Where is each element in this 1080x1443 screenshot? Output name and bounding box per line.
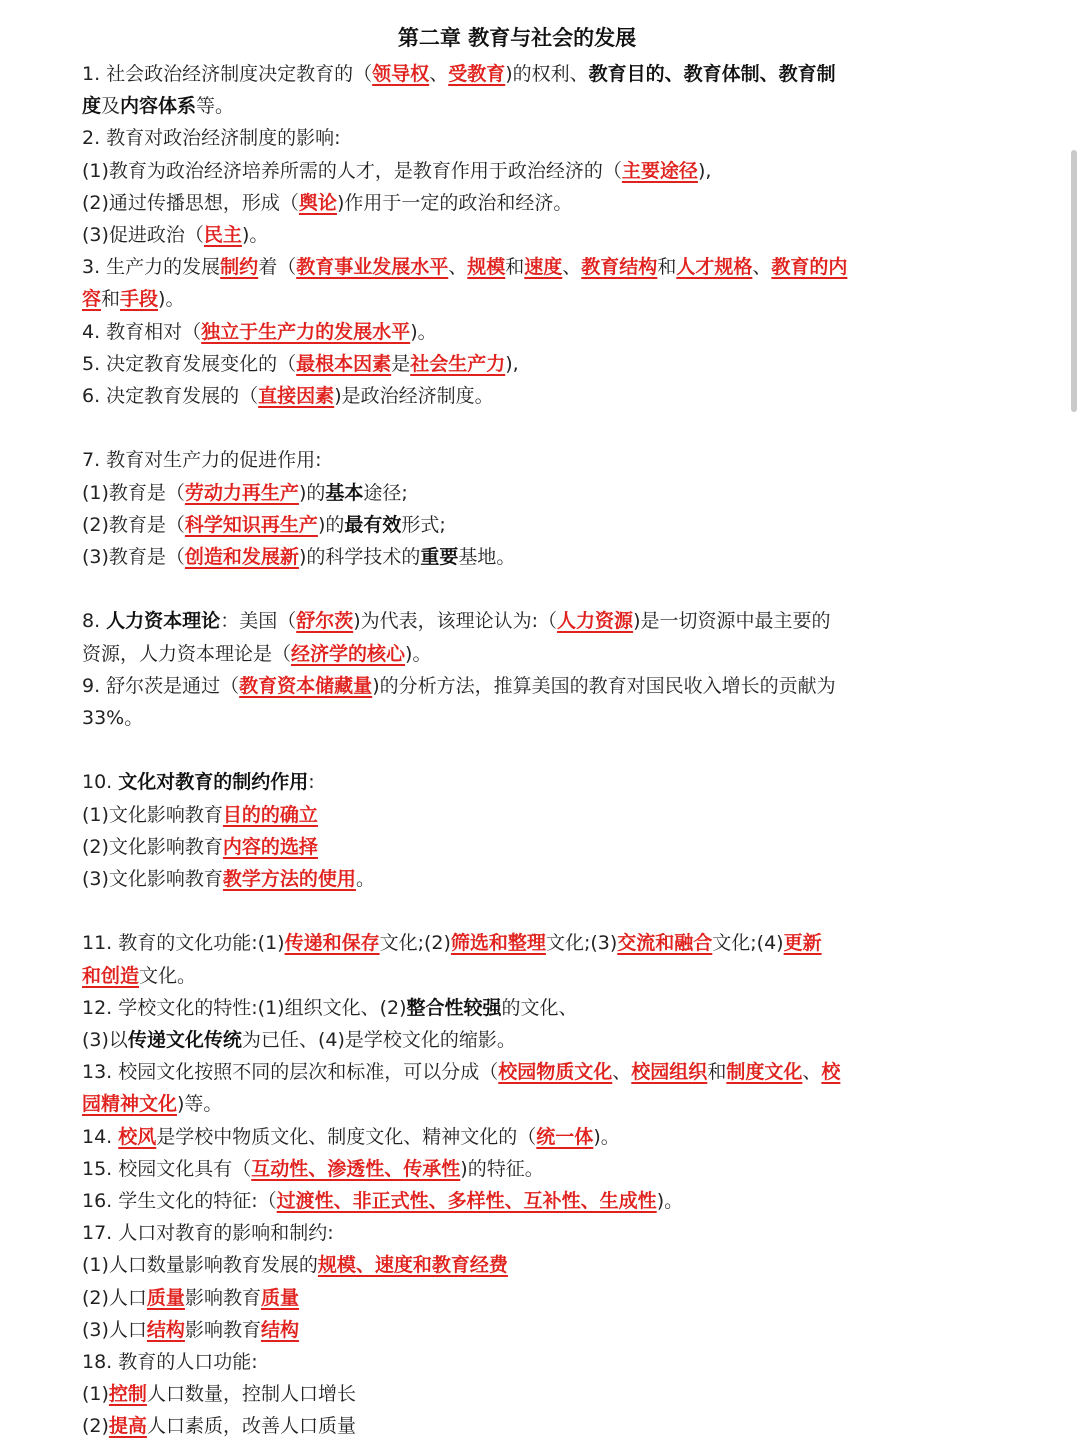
text-line xyxy=(82,1153,952,1185)
text-line xyxy=(82,509,952,541)
text-run: 和 xyxy=(707,1061,727,1084)
text-run: 形式; xyxy=(401,513,446,536)
keyword-highlight: 容 xyxy=(82,288,102,311)
text-line xyxy=(82,122,952,154)
keyword-highlight: 舆论 xyxy=(298,191,337,214)
text-run: 和 xyxy=(505,256,525,279)
text-line xyxy=(82,766,952,798)
text-run: 、 xyxy=(752,256,772,279)
text-run: )的 xyxy=(317,513,345,536)
text-line xyxy=(82,155,952,187)
text-run: )的分析方法，推算美国的教育对国民收入增长的贡献为 xyxy=(372,674,836,697)
text-run: 12. 学校文化的特性:(1)组织文化、(2) xyxy=(82,996,407,1019)
keyword-highlight: 舒尔茨 xyxy=(296,610,354,633)
text-run: 、 xyxy=(802,1061,822,1084)
text-run: 17. 人口对教育的影响和制约: xyxy=(82,1222,334,1245)
bold-term: 基本 xyxy=(325,481,364,504)
keyword-highlight: 统一体 xyxy=(536,1125,594,1148)
text-line xyxy=(82,1314,952,1346)
scrollbar-thumb[interactable] xyxy=(1071,150,1077,412)
blank-line xyxy=(82,734,952,766)
bold-term: 传递文化传统 xyxy=(127,1029,242,1052)
text-run: 5. 决定教育发展变化的（ xyxy=(82,352,297,375)
text-run: (2)通过传播思想，形成（ xyxy=(82,191,299,214)
text-run: (2)文化影响教育 xyxy=(82,835,223,858)
text-run: )。 xyxy=(158,288,185,311)
keyword-highlight: 教育事业发展水平 xyxy=(296,256,449,279)
keyword-highlight: 制约 xyxy=(220,256,259,279)
text-line xyxy=(82,1217,952,1249)
keyword-highlight: 质量 xyxy=(146,1286,185,1309)
bold-term: 度 xyxy=(82,95,102,118)
keyword-highlight: 更新 xyxy=(783,932,822,955)
text-run: 8. xyxy=(82,610,107,633)
text-line xyxy=(82,1282,952,1314)
text-line xyxy=(82,1056,952,1088)
text-run: 影响教育 xyxy=(184,1286,261,1309)
text-line xyxy=(82,927,952,959)
text-line xyxy=(82,219,952,251)
text-line xyxy=(82,1410,952,1442)
text-run: 、 xyxy=(448,256,468,279)
text-run: (3)以 xyxy=(82,1029,128,1052)
keyword-highlight: 手段 xyxy=(120,288,159,311)
text-run: ：美国（ xyxy=(220,610,297,633)
text-line xyxy=(82,799,952,831)
document-page xyxy=(82,22,952,1443)
text-line xyxy=(82,541,952,573)
text-run: 及 xyxy=(101,95,121,118)
text-run: )作用于一定的政治和经济。 xyxy=(336,191,573,214)
text-run: ), xyxy=(505,352,519,375)
chapter-title: 第二章 教育与社会的发展 xyxy=(397,26,637,50)
keyword-highlight: 教育资本储藏量 xyxy=(239,674,373,697)
keyword-highlight: 人力资源 xyxy=(557,610,634,633)
keyword-highlight: 最根本因素 xyxy=(296,352,392,375)
text-run: (1)教育是（ xyxy=(82,481,185,504)
text-line xyxy=(82,477,952,509)
text-run: 的文化、 xyxy=(501,996,578,1019)
text-line xyxy=(82,670,952,702)
text-run: (3)文化影响教育 xyxy=(82,868,223,891)
text-run: 人口数量，控制人口增长 xyxy=(146,1383,356,1406)
text-line xyxy=(82,283,952,315)
text-run: (1)文化影响教育 xyxy=(82,803,223,826)
text-run: ), xyxy=(697,159,712,182)
text-run: )。 xyxy=(241,224,269,247)
text-line xyxy=(82,1088,952,1120)
keyword-highlight: 教育的内 xyxy=(771,256,848,279)
keyword-highlight: 领导权 xyxy=(372,63,430,85)
blank-line xyxy=(82,895,952,927)
bold-term: 内容体系 xyxy=(120,95,197,118)
text-run: 和 xyxy=(657,256,677,279)
bold-term: 教育目的、教育体制、教育制 xyxy=(588,63,836,85)
text-run: : xyxy=(308,771,315,794)
keyword-highlight: 交流和融合 xyxy=(617,932,713,955)
bold-term: 人力资本理论 xyxy=(106,610,221,633)
keyword-highlight: 和创造 xyxy=(82,964,140,987)
text-run: 33%。 xyxy=(82,707,144,730)
text-run: 是学校中物质文化、制度文化、精神文化的（ xyxy=(156,1125,537,1148)
text-run: 基地。 xyxy=(458,546,516,569)
text-run: 影响教育 xyxy=(184,1318,261,1341)
text-run: 。 xyxy=(355,868,375,891)
text-run: 9. 舒尔茨是通过（ xyxy=(82,674,240,697)
keyword-highlight: 提高 xyxy=(108,1415,147,1438)
text-run: )为代表，该理论认为:（ xyxy=(353,610,558,633)
keyword-highlight: 过渡性、非正式性、多样性、互补性、生成性 xyxy=(276,1190,657,1213)
text-line xyxy=(82,187,952,219)
keyword-highlight: 民主 xyxy=(203,224,242,247)
text-run: 途径; xyxy=(363,481,408,504)
text-run: 2. 教育对政治经济制度的影响: xyxy=(82,127,341,150)
text-run: 4. 教育相对（ xyxy=(82,320,202,343)
bold-term: 整合性较强 xyxy=(406,996,502,1019)
text-run: 和 xyxy=(101,288,121,311)
text-run: 、 xyxy=(562,256,582,279)
text-run: 人口素质，改善人口质量 xyxy=(146,1415,356,1438)
text-line xyxy=(82,702,952,734)
text-run: 13. 校园文化按照不同的层次和标准，可以分成（ xyxy=(82,1061,499,1084)
document-body xyxy=(82,58,952,1443)
keyword-highlight: 规模、速度和教育经费 xyxy=(317,1254,508,1277)
keyword-highlight: 主要途径 xyxy=(621,159,698,182)
text-run: 3. 生产力的发展 xyxy=(82,256,221,279)
text-run: )的 xyxy=(298,481,326,504)
text-run: )等。 xyxy=(177,1093,223,1116)
text-run: 为已任、(4)是学校文化的缩影。 xyxy=(241,1029,516,1052)
text-run: (3)人口 xyxy=(82,1318,147,1341)
keyword-highlight: 经济学的核心 xyxy=(291,642,406,665)
keyword-highlight: 目的的确立 xyxy=(222,803,318,826)
text-run: 资源，人力资本理论是（ xyxy=(82,642,292,665)
keyword-highlight: 校园组织 xyxy=(631,1061,708,1084)
text-line xyxy=(82,316,952,348)
text-run: 文化。 xyxy=(139,964,197,987)
keyword-highlight: 控制 xyxy=(108,1383,147,1406)
text-line xyxy=(82,348,952,380)
keyword-highlight: 筛选和整理 xyxy=(450,932,546,955)
text-run: 等。 xyxy=(196,95,235,118)
text-run: 11. 教育的文化功能:(1) xyxy=(82,932,285,955)
keyword-highlight: 制度文化 xyxy=(726,1061,803,1084)
text-run: )的特征。 xyxy=(460,1157,544,1180)
text-run: 7. 教育对生产力的促进作用: xyxy=(82,449,322,472)
text-run: (2)人口 xyxy=(82,1286,147,1309)
text-line xyxy=(82,831,952,863)
text-run: 16. 学生文化的特征:（ xyxy=(82,1190,277,1213)
text-run: 6. 决定教育发展的（ xyxy=(82,385,259,408)
text-run: 、 xyxy=(429,63,449,85)
keyword-highlight: 科学知识再生产 xyxy=(184,513,318,536)
text-run: 15. 校园文化具有（ xyxy=(82,1157,252,1180)
text-line xyxy=(82,863,952,895)
keyword-highlight: 校风 xyxy=(118,1125,157,1148)
keyword-highlight: 劳动力再生产 xyxy=(184,481,299,504)
keyword-highlight: 规模 xyxy=(467,256,506,279)
text-line xyxy=(82,1249,952,1281)
text-line xyxy=(82,380,952,412)
keyword-highlight: 内容的选择 xyxy=(222,835,318,858)
text-run: )。 xyxy=(593,1125,620,1148)
text-run: 着（ xyxy=(258,256,297,279)
text-run: 文化;(2) xyxy=(379,932,451,955)
text-run: )的科学技术的 xyxy=(298,546,421,569)
keyword-highlight: 速度 xyxy=(524,256,563,279)
text-run: (2) xyxy=(82,1415,109,1438)
keyword-highlight: 人才规格 xyxy=(676,256,753,279)
blank-line xyxy=(82,573,952,605)
keyword-highlight: 独立于生产力的发展水平 xyxy=(201,320,411,343)
bold-term: 最有效 xyxy=(344,513,402,536)
keyword-highlight: 互动性、渗透性、传承性 xyxy=(251,1157,461,1180)
text-run: 18. 教育的人口功能: xyxy=(82,1351,258,1374)
keyword-highlight: 教育结构 xyxy=(581,256,658,279)
text-line xyxy=(82,960,952,992)
keyword-highlight: 园精神文化 xyxy=(82,1093,178,1116)
blank-line xyxy=(82,412,952,444)
text-run: )。 xyxy=(656,1190,684,1213)
text-line xyxy=(82,605,952,637)
text-run: (3)教育是（ xyxy=(82,546,185,569)
text-line xyxy=(82,90,952,122)
keyword-highlight: 校园物质文化 xyxy=(498,1061,613,1084)
text-run: )。 xyxy=(405,642,432,665)
text-run: 10. xyxy=(82,771,119,794)
text-line xyxy=(82,1346,952,1378)
text-run: 是 xyxy=(391,352,411,375)
keyword-highlight: 校 xyxy=(821,1061,841,1084)
text-run: 14. xyxy=(82,1125,119,1148)
keyword-highlight: 质量 xyxy=(260,1286,299,1309)
text-run: )是政治经济制度。 xyxy=(334,385,494,408)
text-line xyxy=(82,251,952,283)
text-run: (1)教育为政治经济培养所需的人才，是教育作用于政治经济的（ xyxy=(82,159,622,182)
text-line xyxy=(82,1378,952,1410)
text-run: )。 xyxy=(410,320,437,343)
text-line xyxy=(82,992,952,1024)
text-run: )的权利、 xyxy=(505,63,589,85)
text-run: )是一切资源中最主要的 xyxy=(633,610,831,633)
text-run: 1. 社会政治经济制度决定教育的（ xyxy=(82,63,373,85)
bold-term: 重要 xyxy=(420,546,459,569)
keyword-highlight: 受教育 xyxy=(448,63,506,85)
text-run: (1)人口数量影响教育发展的 xyxy=(82,1254,318,1277)
text-run: (1) xyxy=(82,1383,109,1406)
text-line xyxy=(82,638,952,670)
text-line xyxy=(82,58,952,90)
text-run: 、 xyxy=(612,1061,632,1084)
text-line xyxy=(82,1185,952,1217)
keyword-highlight: 社会生产力 xyxy=(410,352,506,375)
keyword-highlight: 结构 xyxy=(146,1318,185,1341)
keyword-highlight: 结构 xyxy=(260,1318,299,1341)
keyword-highlight: 传递和保存 xyxy=(284,932,380,955)
keyword-highlight: 教学方法的使用 xyxy=(222,868,356,891)
keyword-highlight: 创造和发展新 xyxy=(184,546,299,569)
keyword-highlight: 直接因素 xyxy=(258,385,335,408)
text-run: (3)促进政治（ xyxy=(82,224,204,247)
text-line xyxy=(82,444,952,476)
text-line xyxy=(82,1121,952,1153)
text-run: (2)教育是（ xyxy=(82,513,185,536)
text-run: 文化;(4) xyxy=(712,932,784,955)
text-line xyxy=(82,1024,952,1056)
bold-term: 文化对教育的制约作用 xyxy=(118,771,309,794)
text-run: 文化;(3) xyxy=(545,932,618,955)
